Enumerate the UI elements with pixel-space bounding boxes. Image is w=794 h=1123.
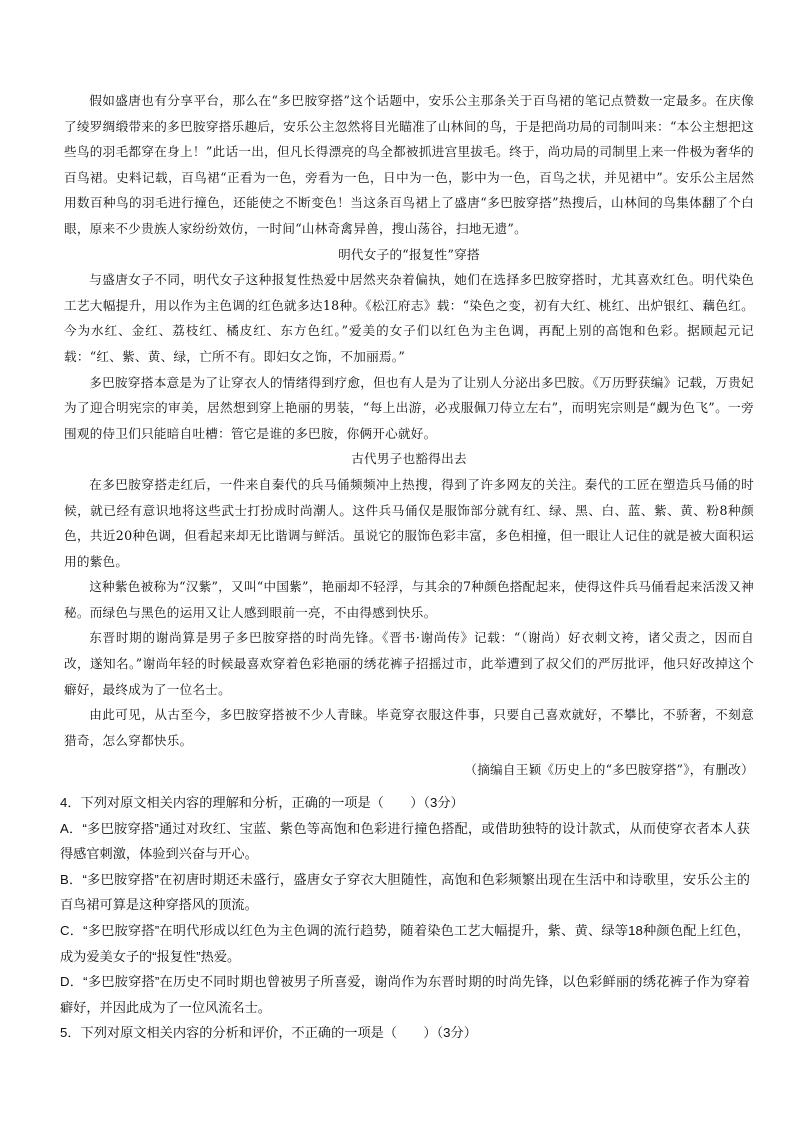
question-section bbox=[60, 790, 750, 1046]
passage-paragraph: 假如盛唐也有分享平台，那么在“多巴胺穿搭”这个话题中，安乐公主那条关于百鸟裙的笔记点赞数一定最多。在庆像了绫罗绸缎带来的多巴胺穿搭乐趣后，安乐公主忽然将目光瞄准了山林间的鸟，于是把尚功局的司制叫来：“本公主想把这些鸟的羽毛都穿在身上！”此话一出，但凡长得漂亮的鸟全都被抓进宫里拔毛。终于，尚功局的司制里上来一件极为奢华的百鸟裙。史料记载，百鸟裙“正看为一色，旁看为一色，日中为一色，影中为一色，百鸟之状，并见裙中”。安乐公主居然用数百种鸟的羽毛进行撞色，还能使之不断变色！当这条百鸟裙上了盛唐“多巴胺穿搭”热搜后，山林间的鸟集体翻了个白眼，原来不少贵族人家纷纷效仿，一时间“山林奇禽异兽，搜山荡谷，扫地无遗”。 bbox=[64, 93, 754, 236]
passage-paragraph: 东晋时期的谢尚算是男子多巴胺穿搭的时尚先锋。《晋书·谢尚传》记载：“（谢尚）好衣刺文袴，诸父责之，因而自改，遂知名。”谢尚年轻的时候最喜欢穿着色彩艳丽的绣花裤子招摇过市，此举遭到了叔父们的严厉批评，他只好改掉这个癖好，最终成为了一位名士。 bbox=[64, 630, 754, 697]
passage-paragraph: 这种紫色被称为“汉紫”，又叫“中国紫”，艳丽却不轻浮，与其余的7种颜色搭配起来，使得这件兵马俑看起来活泼又神秘。而绿色与黑色的运用又让人感到眼前一亮，不由得感到快乐。 bbox=[64, 579, 754, 620]
passage-paragraph: 由此可见，从古至今，多巴胺穿搭被不少人青睐。毕竟穿衣服这件事，只要自己喜欢就好，不攀比，不骄奢，不刻意猎奇，怎么穿都快乐。 bbox=[64, 707, 754, 748]
source-citation: （摘编自王颖《历史上的“多巴胺穿搭”》，有删改） bbox=[464, 762, 754, 778]
question-4-option-c: C．“多巴胺穿搭”在明代形成以红色为主色调的流行趋势，随着染色工艺大幅提升，紫、黄、绿等18种颜色配上红色，成为爱美女子的“报复性”热爱。 bbox=[60, 922, 750, 964]
section-heading: 明代女子的“报复性”穿搭 bbox=[338, 246, 480, 262]
passage-paragraph: 在多巴胺穿搭走红后，一件来自秦代的兵马俑频频冲上热搜，得到了许多网友的关注。秦代的工匠在塑造兵马俑的时候，就已经有意识地将这些武士打扮成时尚潮人。这件兵马俑仅是服饰部分就有红、绿、黑、白、蓝、紫、黄、粉8种颜色，共近20种色调，但看起来却无比谐调与鲜活。虽说它的服饰色彩丰富，多色相撞，但一眼让人记住的就是被大面积运用的紫色。 bbox=[64, 476, 754, 569]
question-4-stem: 4．下列对原文相关内容的理解和分析，正确的一项是（ ）（3分） bbox=[60, 795, 464, 810]
question-4-option-b: B．“多巴胺穿搭”在初唐时期还未盛行，盛唐女子穿衣大胆随性，高饱和色彩频繁出现在生活中和诗歌里，安乐公主的百鸟裙可算是这种穿搭风的顶流。 bbox=[60, 871, 750, 913]
section-heading: 古代男子也豁得出去 bbox=[351, 451, 467, 467]
passage-paragraph: 与盛唐女子不同，明代女子这种报复性热爱中居然夹杂着偏执，她们在选择多巴胺穿搭时，尤其喜欢红色。明代染色工艺大幅提升，用以作为主色调的红色就多达18种。《松江府志》载：“染色之变，初有大红、桃红、出炉银红、藕色红。今为水红、金红、荔枝红、橘皮红、东方色红。”爱美的女子们以红色为主色调，再配上别的高饱和色彩。据顾起元记载：“红、紫、黄、绿，亡所不有。即妇女之饰，不加丽焉。” bbox=[64, 272, 754, 364]
passage-paragraph: 多巴胺穿搭本意是为了让穿衣人的情绪得到疗愈，但也有人是为了让别人分泌出多巴胺。《万历野获编》记载，万贵妃为了迎合明宪宗的审美，居然想到穿上艳丽的男装，“每上出游，必戎服佩刀侍立左右”，而明宪宗则是“觑为色飞”。一旁围观的侍卫们只能暗自吐槽：管它是谁的多巴胺，你俩开心就好。 bbox=[64, 374, 754, 441]
question-4-option-a: A．“多巴胺穿搭”通过对玫红、宝蓝、紫色等高饱和色彩进行撞色搭配，或借助独特的设计款式，从而使穿衣者本人获得感官刺激，体验到兴奋与开心。 bbox=[60, 820, 750, 862]
reading-passage bbox=[64, 88, 754, 783]
question-4-option-d: D．“多巴胺穿搭”在历史不同时期也曾被男子所喜爱，谢尚作为东晋时期的时尚先锋，以色彩鲜丽的绣花裤子作为穿着癖好，并因此成为了一位风流名士。 bbox=[60, 974, 750, 1015]
question-5-stem: 5．下列对原文相关内容的分析和评价，不正确的一项是（ ）（3分） bbox=[60, 1025, 477, 1041]
